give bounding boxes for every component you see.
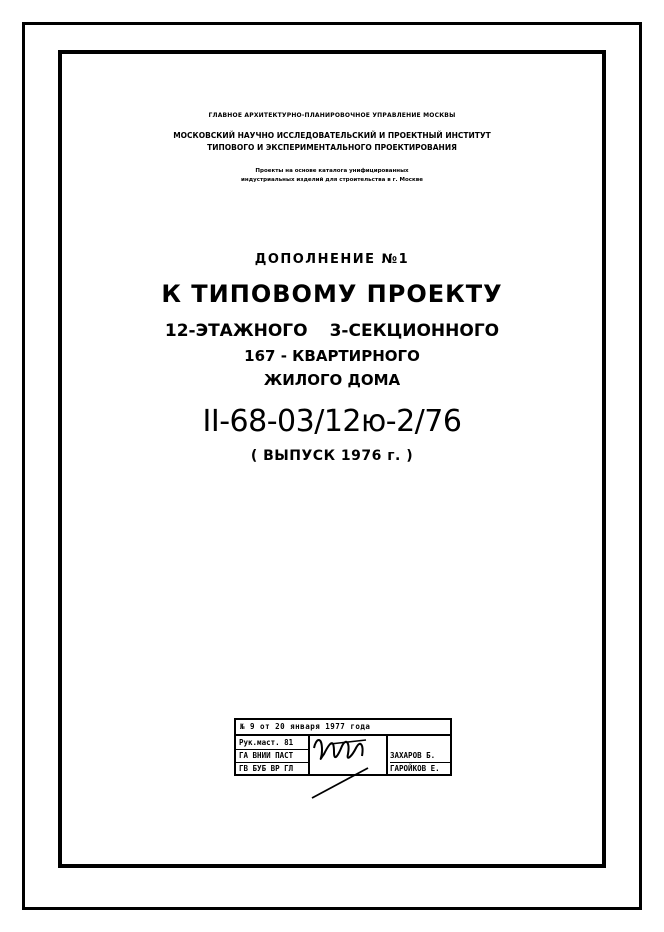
floors-text: 12-ЭТАЖНОГО	[164, 321, 308, 341]
organization-line: ГЛАВНОЕ АРХИТЕКТУРНО-ПЛАНИРОВОЧНОЕ УПРАВЛЕНИЕ МОСКВЫ	[208, 112, 456, 119]
addendum-heading: ДОПОЛНЕНИЕ №1	[254, 252, 410, 267]
handwritten-signature	[308, 732, 448, 802]
stamp-row-2: ГА ВНИИ ПАСТ	[236, 750, 308, 763]
sections-text: 3-СЕКЦИОННОГО	[329, 321, 500, 341]
issue-year: ( ВЫПУСК 1976 г. )	[250, 448, 414, 464]
building-floors-sections	[0, 321, 664, 341]
institute-line: МОСКОВСКИЙ НАУЧНО ИССЛЕДОВАТЕЛЬСКИЙ И ПРОЕКТНЫЙ ИНСТИТУТ	[173, 131, 491, 140]
approval-stamp	[234, 718, 452, 776]
stamp-row-3: ГВ БУБ ВР ГЛ	[239, 764, 294, 773]
document-title: К ТИПОВОМУ ПРОЕКТУ	[161, 280, 503, 308]
building-type-text: ЖИЛОГО ДОМА	[263, 371, 401, 389]
stamp-date-line: № 9 от 20 января 1977 года	[236, 720, 450, 736]
stamp-signer-2: ГАРОЙКОВ Е.	[390, 764, 440, 773]
apartments-text: 167 - КВАРТИРНОГО	[244, 347, 420, 365]
catalog-note-line-1: Проекты на основе каталога унифицированных	[255, 168, 409, 174]
project-code: II-68-03/12ю-2/76	[202, 404, 462, 439]
stamp-signer-1: ЗАХАРОВ Б.	[390, 750, 450, 763]
catalog-note-line-2: индустриальных изделий для строительства в г. Москве	[241, 177, 423, 183]
stamp-row-1: Рук.маст. 81	[236, 737, 308, 750]
institute-line-2: ТИПОВОГО И ЭКСПЕРИМЕНТАЛЬНОГО ПРОЕКТИРОВАНИЯ	[207, 143, 457, 152]
